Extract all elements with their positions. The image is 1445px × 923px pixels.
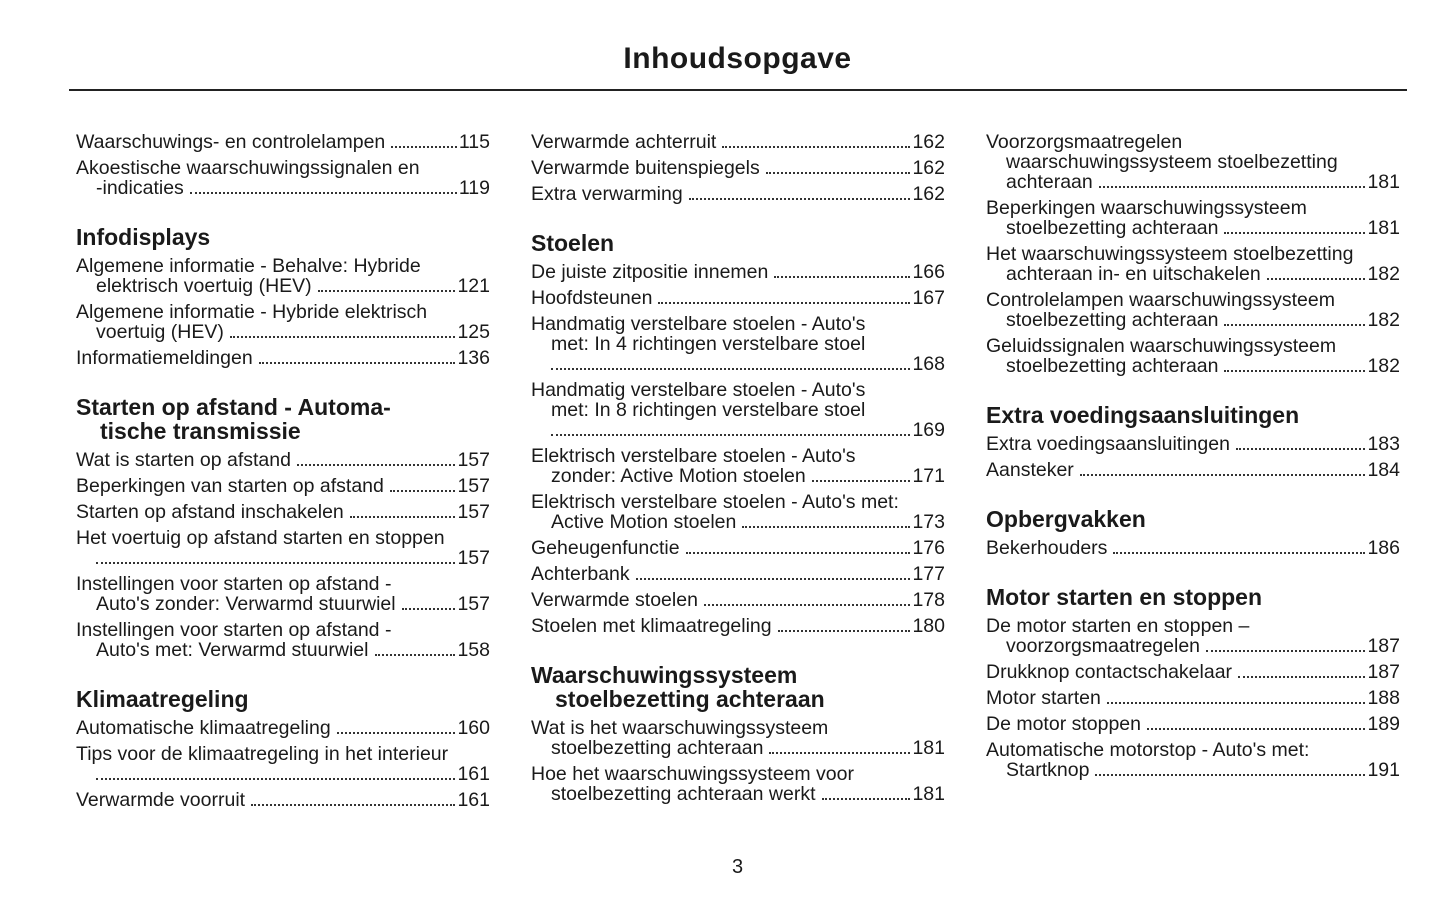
dot-leader (1099, 186, 1366, 188)
toc-entry-title: Motor starten (986, 687, 1101, 709)
toc-entry[interactable] (531, 718, 945, 758)
toc-entry-line (986, 688, 1400, 708)
toc-entry[interactable] (76, 302, 490, 342)
toc-page-number[interactable]: 157 (457, 475, 490, 497)
toc-page-number[interactable]: 191 (1367, 759, 1400, 781)
toc-page-number[interactable]: 186 (1367, 537, 1400, 559)
dot-leader (350, 516, 456, 518)
toc-entry-line (986, 434, 1400, 454)
toc-page-number[interactable]: 187 (1367, 661, 1400, 683)
toc-entry-line (986, 714, 1400, 734)
toc-entry-line (986, 218, 1400, 238)
toc-entry-line (76, 548, 490, 568)
dot-leader (1206, 650, 1365, 652)
toc-entry-line (531, 512, 945, 532)
dot-leader (1113, 552, 1365, 554)
toc-page-number[interactable]: 181 (912, 737, 945, 759)
toc-page-number[interactable]: 157 (457, 501, 490, 523)
toc-entry-line (531, 158, 945, 178)
toc-entry-line (986, 356, 1400, 376)
toc-page-number[interactable]: 182 (1367, 263, 1400, 285)
toc-entry-title: Akoestische waarschuwingssignalen en (76, 157, 420, 179)
toc-entry-title: stoelbezetting achteraan (1006, 309, 1219, 331)
toc-page-number[interactable]: 168 (912, 353, 945, 375)
toc-entry-line (531, 784, 945, 804)
dot-leader (230, 336, 456, 338)
toc-entry-line (986, 152, 1400, 172)
toc-entry-line (76, 574, 490, 594)
toc-entry-line (531, 466, 945, 486)
toc-page-number[interactable]: 157 (457, 593, 490, 615)
dot-leader (1238, 676, 1365, 678)
toc-entry-title: Geheugenfunctie (531, 537, 680, 559)
toc-entry-title: Wat is het waarschuwingssysteem (531, 717, 829, 739)
toc-entry-title: Beperkingen waarschuwingssysteem (986, 197, 1307, 219)
toc-entry-title: -indicaties (96, 177, 184, 199)
toc-entry-line (76, 528, 490, 548)
toc-page-number[interactable]: 119 (458, 177, 490, 199)
section-heading (531, 231, 945, 255)
toc-entry[interactable] (76, 476, 490, 496)
toc-entry[interactable] (531, 314, 945, 374)
toc-page-number[interactable]: 162 (912, 183, 945, 205)
toc-entry-title: Hoofdsteunen (531, 287, 653, 309)
toc-entry-line (76, 450, 490, 470)
toc-entry-title: Beperkingen van starten op afstand (76, 475, 384, 497)
toc-entry-title: Tips voor de klimaatregeling in het interieur (76, 743, 449, 765)
toc-entry-line (76, 790, 490, 810)
toc-page-number[interactable]: 160 (457, 717, 490, 739)
toc-entry-title: Instellingen voor starten op afstand - (76, 619, 392, 641)
toc-entry-line (531, 132, 945, 152)
toc-entry[interactable] (531, 262, 945, 282)
dot-leader (636, 578, 911, 580)
toc-entry[interactable] (76, 744, 490, 784)
toc-page-number[interactable]: 178 (912, 589, 945, 611)
dot-leader (686, 552, 911, 554)
toc-entry-line (76, 158, 490, 178)
toc-entry-line (986, 310, 1400, 330)
toc-entry-title: Bekerhouders (986, 537, 1108, 559)
toc-entry-title: De juiste zitpositie innemen (531, 261, 769, 283)
toc-entry-line (986, 760, 1400, 780)
toc-entry-line (986, 740, 1400, 760)
toc-entry-title: Verwarmde achterruit (531, 131, 717, 153)
toc-entry-line (531, 492, 945, 512)
toc-entry-line (986, 132, 1400, 152)
toc-page-number[interactable]: 181 (1367, 217, 1400, 239)
title-divider (69, 89, 1407, 91)
dot-leader (375, 654, 456, 656)
toc-page-number[interactable]: 161 (457, 763, 490, 785)
toc-entry-line (531, 764, 945, 784)
dot-leader (96, 562, 455, 564)
toc-entry-line (986, 336, 1400, 356)
toc-entry-title: Wat is starten op afstand (76, 449, 291, 471)
toc-entry[interactable] (531, 492, 945, 532)
section-heading (531, 663, 945, 711)
toc-entry[interactable] (76, 348, 490, 368)
toc-entry-title: voertuig (HEV) (96, 321, 224, 343)
toc-entry[interactable] (531, 380, 945, 440)
toc-entry-title: Aansteker (986, 459, 1074, 481)
dot-leader (689, 198, 911, 200)
toc-entry-title: Active Motion stoelen (551, 511, 737, 533)
toc-entry-line (76, 322, 490, 342)
toc-entry[interactable] (986, 132, 1400, 192)
toc-page-number[interactable]: 183 (1367, 433, 1400, 455)
toc-entry-line (986, 198, 1400, 218)
dot-leader (1224, 232, 1365, 234)
toc-entry-title: Starten op afstand inschakelen (76, 501, 344, 523)
dot-leader (1267, 278, 1366, 280)
toc-entry-line (76, 594, 490, 614)
toc-page-number[interactable]: 188 (1367, 687, 1400, 709)
toc-page-number[interactable]: 157 (457, 449, 490, 471)
toc-entry[interactable] (76, 620, 490, 660)
toc-entry[interactable] (986, 662, 1400, 682)
dot-leader (822, 798, 911, 800)
toc-entry-line (531, 334, 945, 354)
dot-leader (1095, 774, 1365, 776)
toc-entry-line (531, 718, 945, 738)
toc-entry-title: achteraan (1006, 171, 1093, 193)
toc-entry-line (531, 288, 945, 308)
dot-leader (551, 368, 910, 370)
toc-entry-title: elektrisch voertuig (HEV) (96, 275, 312, 297)
toc-entry[interactable] (986, 434, 1400, 454)
toc-entry[interactable] (986, 460, 1400, 480)
section-heading-line: stoelbezetting achteraan (555, 686, 825, 712)
toc-entry-title: Automatische motorstop - Auto's met: (986, 739, 1310, 761)
toc-entry[interactable] (76, 502, 490, 522)
toc-entry[interactable] (531, 538, 945, 558)
page-number: 3 (731, 856, 744, 878)
dot-leader (774, 276, 910, 278)
toc-entry-line (986, 290, 1400, 310)
toc-entry[interactable] (986, 244, 1400, 284)
toc-entry[interactable] (986, 336, 1400, 376)
toc-page-number[interactable]: 162 (912, 157, 945, 179)
toc-entry[interactable] (531, 132, 945, 152)
section-heading-line: Stoelen (531, 230, 615, 256)
toc-page-number[interactable]: 189 (1367, 713, 1400, 735)
dot-leader (337, 732, 456, 734)
toc-entry[interactable] (76, 256, 490, 296)
toc-page-number[interactable]: 182 (1367, 355, 1400, 377)
toc-page-number[interactable]: 180 (912, 615, 945, 637)
toc-entry[interactable] (531, 446, 945, 486)
toc-entry-line (76, 640, 490, 660)
toc-entry[interactable] (986, 198, 1400, 238)
toc-page-number[interactable]: 182 (1367, 309, 1400, 331)
section-heading (986, 507, 1400, 531)
toc-entry-line (76, 302, 490, 322)
toc-entry-title: Verwarmde voorruit (76, 789, 246, 811)
dot-leader (1107, 702, 1366, 704)
toc-entry[interactable] (531, 288, 945, 308)
toc-entry-title: Controlelampen waarschuwingssysteem (986, 289, 1335, 311)
dot-leader (658, 302, 910, 304)
toc-entry-title: stoelbezetting achteraan werkt (551, 783, 816, 805)
toc-entry-line (531, 380, 945, 400)
toc-page-number[interactable]: 162 (912, 131, 945, 153)
toc-page-number[interactable]: 121 (457, 275, 490, 297)
dot-leader (390, 490, 456, 492)
toc-entry-title: Handmatig verstelbare stoelen - Auto's (531, 379, 866, 401)
toc-entry-line (76, 178, 490, 198)
toc-entry-line (531, 738, 945, 758)
toc-entry-line (76, 276, 490, 296)
toc-entry-title: Waarschuwings- en controlelampen (76, 131, 386, 153)
dot-leader (391, 146, 457, 148)
toc-entry-title: Auto's zonder: Verwarmd stuurwiel (96, 593, 396, 615)
toc-entry-line (76, 256, 490, 276)
toc-entry-line (986, 636, 1400, 656)
toc-page-number[interactable]: 125 (457, 321, 490, 343)
toc-page-number[interactable]: 181 (912, 783, 945, 805)
toc-entry-line (986, 460, 1400, 480)
dot-leader (766, 172, 911, 174)
toc-page-number[interactable]: 158 (457, 639, 490, 661)
toc-entry-line (986, 538, 1400, 558)
toc-entry-title: Elektrisch verstelbare stoelen - Auto's (531, 445, 856, 467)
toc-entry-line (986, 264, 1400, 284)
toc-entry-line (76, 502, 490, 522)
page-title: Inhoudsopgave (623, 42, 852, 75)
dot-leader (318, 290, 456, 292)
toc-entry-title: Achterbank (531, 563, 630, 585)
toc-entry[interactable] (76, 790, 490, 810)
toc-entry-title: met: In 8 richtingen verstelbare stoel (551, 399, 866, 421)
toc-entry-line (531, 314, 945, 334)
toc-entry[interactable] (986, 616, 1400, 656)
section-heading (76, 395, 490, 443)
dot-leader (1224, 370, 1365, 372)
toc-page-number[interactable]: 187 (1367, 635, 1400, 657)
toc-entry[interactable] (76, 574, 490, 614)
section-heading (986, 403, 1400, 427)
toc-entry[interactable] (76, 132, 490, 152)
section-heading-line: Starten op afstand - Automa- (76, 394, 391, 420)
toc-page-number[interactable]: 161 (457, 789, 490, 811)
toc-entry-line (531, 400, 945, 420)
dot-leader (1147, 728, 1365, 730)
dot-leader (297, 464, 455, 466)
toc-entry-title: stoelbezetting achteraan (1006, 217, 1219, 239)
toc-page-number[interactable]: 173 (912, 511, 945, 533)
toc-entry-line (76, 132, 490, 152)
toc-entry-title: Het voertuig op afstand starten en stoppen (76, 527, 445, 549)
toc-entry-title: waarschuwingssysteem stoelbezetting (1006, 151, 1338, 173)
toc-entry[interactable] (76, 158, 490, 198)
toc-entry-title: Het waarschuwingssysteem stoelbezetting (986, 243, 1354, 265)
toc-entry[interactable] (76, 718, 490, 738)
dot-leader (402, 608, 456, 610)
toc-entry-line (986, 244, 1400, 264)
section-heading-line: tische transmissie (100, 418, 301, 444)
toc-entry-line (76, 718, 490, 738)
toc-entry[interactable] (986, 688, 1400, 708)
toc-entry[interactable] (986, 538, 1400, 558)
toc-entry-line (531, 564, 945, 584)
toc-page-number[interactable]: 171 (912, 465, 945, 487)
toc-entry-title: Handmatig verstelbare stoelen - Auto's (531, 313, 866, 335)
toc-entry-line (531, 590, 945, 610)
toc-entry[interactable] (986, 740, 1400, 780)
toc-page-number[interactable]: 176 (912, 537, 945, 559)
section-heading (986, 585, 1400, 609)
section-heading-line: Opbergvakken (986, 506, 1146, 532)
dot-leader (551, 434, 910, 436)
toc-entry-title: Stoelen met klimaatregeling (531, 615, 772, 637)
toc-page-number[interactable]: 136 (457, 347, 490, 369)
toc-entry[interactable] (531, 564, 945, 584)
dot-leader (1080, 474, 1366, 476)
toc-entry-title: De motor stoppen (986, 713, 1142, 735)
toc-entry-title: Informatiemeldingen (76, 347, 253, 369)
toc-entry-line (986, 616, 1400, 636)
toc-entry-title: zonder: Active Motion stoelen (551, 465, 806, 487)
toc-entry-title: Voorzorgsmaatregelen (986, 131, 1183, 153)
toc-column-3 (986, 132, 1400, 786)
toc-entry-line (531, 184, 945, 204)
toc-entry-title: stoelbezetting achteraan (1006, 355, 1219, 377)
dot-leader (812, 480, 911, 482)
toc-entry-title: voorzorgsmaatregelen (1006, 635, 1201, 657)
toc-entry-line (76, 620, 490, 640)
toc-entry[interactable] (531, 764, 945, 804)
section-heading-line: Motor starten en stoppen (986, 584, 1263, 610)
toc-entry-title: Algemene informatie - Hybride elektrisch (76, 301, 428, 323)
section-heading (76, 687, 490, 711)
toc-column-2 (531, 132, 945, 810)
toc-entry[interactable] (531, 590, 945, 610)
dot-leader (1224, 324, 1365, 326)
toc-page-number[interactable]: 184 (1367, 459, 1400, 481)
toc-page-number[interactable]: 115 (458, 131, 490, 153)
toc-column-1 (76, 132, 490, 816)
section-heading-line: Extra voedingsaansluitingen (986, 402, 1300, 428)
dot-leader (190, 192, 457, 194)
dot-leader (778, 630, 911, 632)
dot-leader (96, 778, 455, 780)
toc-entry-line (76, 764, 490, 784)
dot-leader (704, 604, 911, 606)
toc-entry-title: Drukknop contactschakelaar (986, 661, 1233, 683)
dot-leader (251, 804, 455, 806)
toc-page-number[interactable]: 166 (912, 261, 945, 283)
toc-entry-line (76, 476, 490, 496)
toc-entry-title: Verwarmde buitenspiegels (531, 157, 760, 179)
dot-leader (259, 362, 456, 364)
toc-page-number[interactable]: 169 (912, 419, 945, 441)
toc-entry-line (531, 538, 945, 558)
toc-entry-title: Startknop (1006, 759, 1090, 781)
toc-entry-line (531, 420, 945, 440)
section-heading-line: Klimaatregeling (76, 686, 249, 712)
toc-entry-title: Geluidssignalen waarschuwingssysteem (986, 335, 1337, 357)
toc-entry-title: Elektrisch verstelbare stoelen - Auto's met: (531, 491, 899, 513)
dot-leader (722, 146, 910, 148)
toc-entry-title: Extra verwarming (531, 183, 683, 205)
toc-entry-title: Auto's met: Verwarmd stuurwiel (96, 639, 369, 661)
toc-page-number[interactable]: 157 (457, 547, 490, 569)
section-heading-line: Waarschuwingssysteem (531, 662, 798, 688)
toc-entry-line (76, 348, 490, 368)
toc-entry-title: Verwarmde stoelen (531, 589, 698, 611)
toc-entry[interactable] (986, 714, 1400, 734)
dot-leader (769, 752, 910, 754)
toc-entry-line (531, 262, 945, 282)
toc-page-number[interactable]: 177 (912, 563, 945, 585)
section-heading-line: Infodisplays (76, 224, 211, 250)
toc-entry-line (531, 446, 945, 466)
toc-entry[interactable] (531, 616, 945, 636)
dot-leader (1236, 448, 1366, 450)
toc-page-number[interactable]: 181 (1367, 171, 1400, 193)
dot-leader (742, 526, 910, 528)
toc-entry-line (531, 616, 945, 636)
toc-entry-title: achteraan in- en uitschakelen (1006, 263, 1261, 285)
toc-entry-line (531, 354, 945, 374)
toc-entry[interactable] (986, 290, 1400, 330)
toc-entry-title: Hoe het waarschuwingssysteem voor (531, 763, 854, 785)
toc-entry-title: Algemene informatie - Behalve: Hybride (76, 255, 421, 277)
toc-entry-title: Extra voedingsaansluitingen (986, 433, 1230, 455)
toc-entry-line (986, 172, 1400, 192)
toc-entry-line (76, 744, 490, 764)
toc-entry-title: Instellingen voor starten op afstand - (76, 573, 392, 595)
toc-entry-line (986, 662, 1400, 682)
toc-entry[interactable] (76, 450, 490, 470)
toc-entry-title: stoelbezetting achteraan (551, 737, 764, 759)
toc-page-number[interactable]: 167 (912, 287, 945, 309)
toc-entry-title: met: In 4 richtingen verstelbare stoel (551, 333, 866, 355)
toc-entry[interactable] (76, 528, 490, 568)
toc-entry-title: Automatische klimaatregeling (76, 717, 331, 739)
section-heading (76, 225, 490, 249)
toc-entry[interactable] (531, 158, 945, 178)
toc-entry-title: De motor starten en stoppen – (986, 615, 1250, 637)
toc-entry[interactable] (531, 184, 945, 204)
